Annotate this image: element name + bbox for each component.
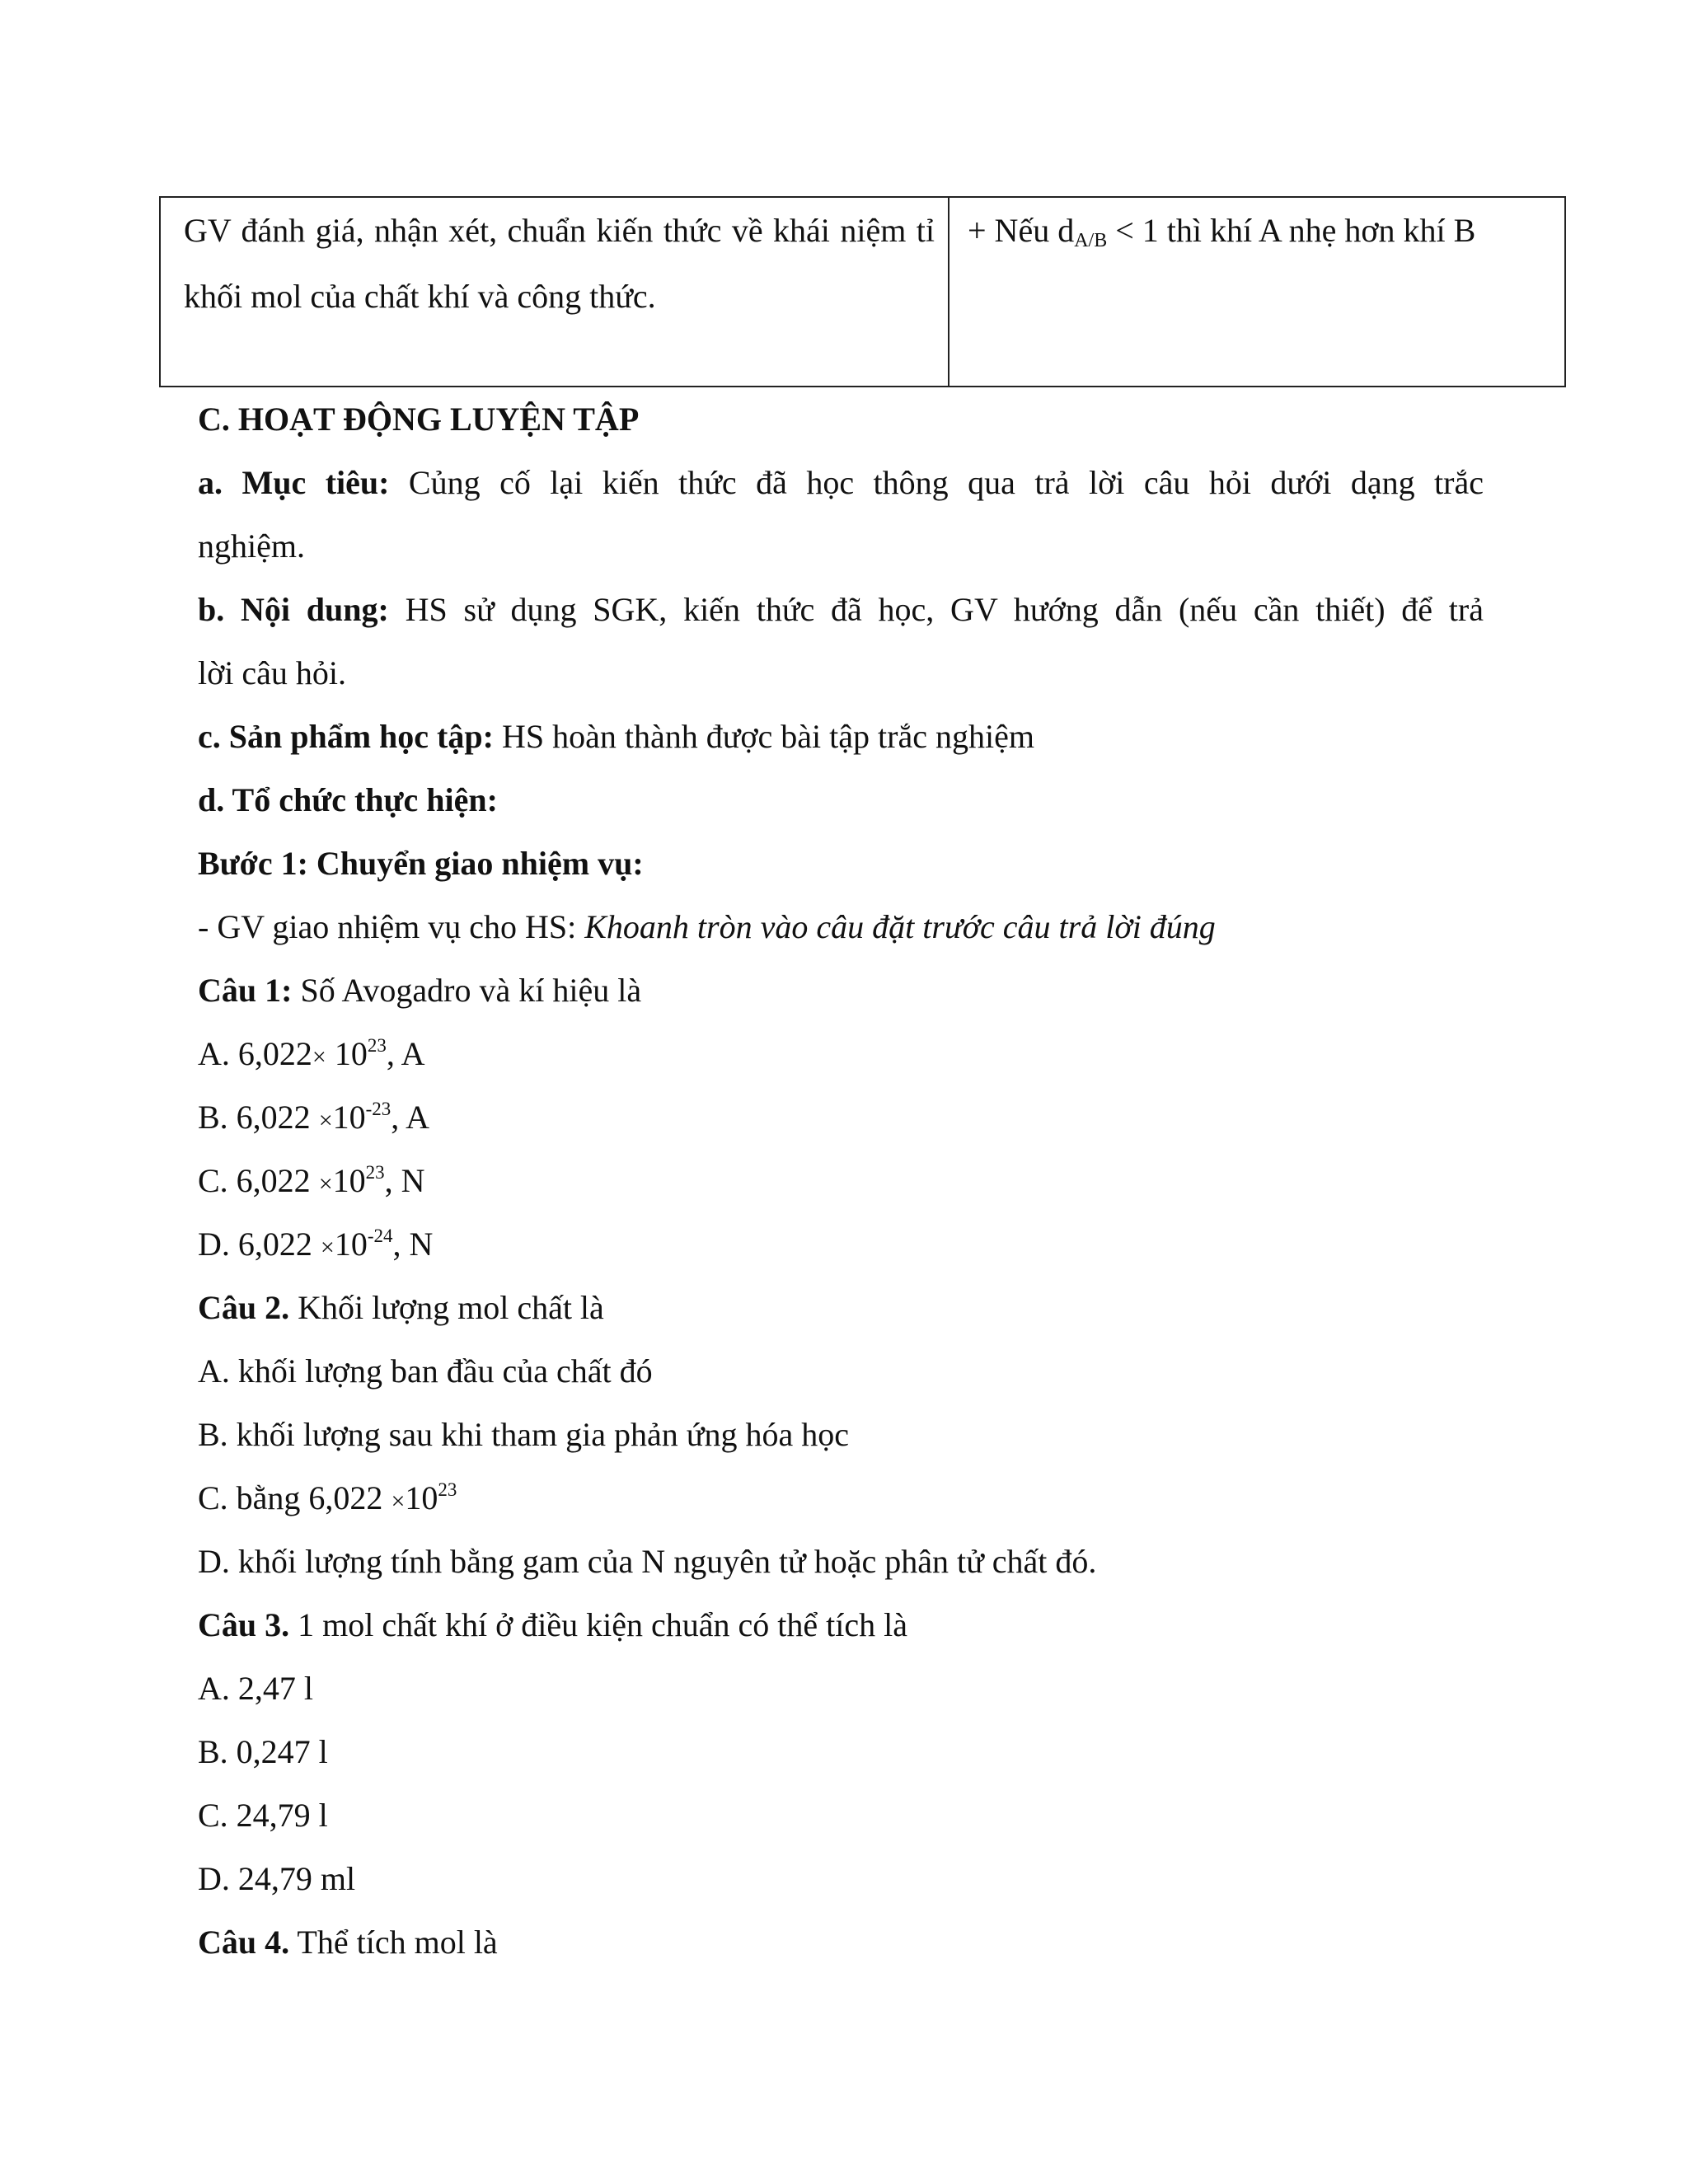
option-suffix: , A: [391, 1099, 429, 1136]
question-1-text: Số Avogadro và kí hiệu là: [292, 972, 642, 1009]
question-3: [198, 1593, 1484, 1657]
question-2-label: Câu 2.: [198, 1289, 290, 1326]
option-exponent: -24: [367, 1226, 393, 1246]
question-3-option-b: B. 0,247 l: [198, 1733, 328, 1770]
task-line: [198, 895, 1484, 958]
option-text: C. bằng 6,022: [198, 1479, 392, 1516]
option-base: 10: [332, 1162, 366, 1199]
practice-section: [198, 387, 1484, 1974]
option-base: 10: [326, 1035, 368, 1072]
table-cell-left: GV đánh giá, nhận xét, chuẩn kiến thức về khái niệm tỉ khối mol của chất khí và công thức.: [161, 198, 950, 386]
option-text: B. 6,022: [198, 1099, 319, 1136]
times-symbol: ×: [320, 1234, 335, 1261]
times-symbol: ×: [391, 1488, 406, 1515]
content-line-1: [198, 578, 1484, 641]
objective-line-2: nghiệm.: [198, 527, 305, 565]
option-text: D. 6,022: [198, 1226, 321, 1263]
option-exponent: 23: [365, 1162, 385, 1183]
question-3-option-d: D. 24,79 ml: [198, 1860, 356, 1897]
content-text: HS sử dụng SGK, kiến thức đã học, GV hướng dẫn (nếu cần thiết) để trả: [388, 591, 1484, 628]
table-cell-right: [950, 198, 1564, 386]
product-text: HS hoàn thành được bài tập trắc nghiệm: [493, 718, 1034, 755]
times-symbol: ×: [318, 1107, 333, 1134]
objective-label: a. Mục tiêu:: [198, 464, 390, 501]
option-base: 10: [334, 1226, 368, 1263]
objective-line-1: [198, 451, 1484, 514]
option-exponent: -23: [365, 1099, 392, 1119]
question-4: [198, 1910, 1484, 1974]
question-2-option-a: A. khối lượng ban đầu của chất đó: [198, 1352, 653, 1390]
question-1-label: Câu 1:: [198, 972, 293, 1009]
option-base: 10: [332, 1099, 366, 1136]
question-3-label: Câu 3.: [198, 1606, 290, 1643]
question-3-option-a: A. 2,47 l: [198, 1670, 313, 1707]
question-1-option-a: [198, 1022, 1484, 1085]
right-cell-suffix: < 1 thì khí A nhẹ hơn khí B: [1107, 212, 1476, 249]
question-2-option-c: [198, 1466, 1484, 1530]
question-4-text: Thể tích mol là: [289, 1924, 498, 1961]
option-suffix: , N: [384, 1162, 425, 1199]
question-1: [198, 958, 1484, 1022]
step1-heading: Bước 1: Chuyển giao nhiệm vụ:: [198, 845, 644, 882]
summary-table: [159, 196, 1566, 387]
option-text: C. 6,022: [198, 1162, 319, 1199]
section-title: C. HOẠT ĐỘNG LUYỆN TẬP: [198, 401, 640, 438]
times-symbol: ×: [312, 1043, 326, 1071]
times-symbol: ×: [318, 1170, 333, 1197]
task-prefix: - GV giao nhiệm vụ cho HS:: [198, 908, 585, 945]
question-1-option-d: [198, 1212, 1484, 1276]
product-label: c. Sản phẩm học tập:: [198, 718, 494, 755]
option-base: 10: [405, 1479, 438, 1516]
product-line: [198, 705, 1484, 768]
question-2-text: Khối lượng mol chất là: [289, 1289, 604, 1326]
question-2-option-b: B. khối lượng sau khi tham gia phản ứng hóa học: [198, 1416, 849, 1453]
question-1-option-b: [198, 1085, 1484, 1149]
question-1-option-c: [198, 1149, 1484, 1212]
question-2-option-d: D. khối lượng tính bằng gam của N nguyên tử hoặc phân tử chất đó.: [198, 1543, 1097, 1580]
option-suffix: , N: [392, 1226, 434, 1263]
question-4-label: Câu 4.: [198, 1924, 290, 1961]
option-text: A. 6,022: [198, 1035, 312, 1072]
question-3-text: 1 mol chất khí ở điều kiện chuẩn có thể tích là: [289, 1606, 907, 1643]
task-instruction: Khoanh tròn vào câu đặt trước câu trả lời đúng: [584, 908, 1216, 945]
right-cell-prefix: + Nếu d: [968, 212, 1075, 249]
organization-heading: d. Tổ chức thực hiện:: [198, 781, 498, 818]
question-3-option-c: C. 24,79 l: [198, 1797, 328, 1834]
content-label: b. Nội dung:: [198, 591, 389, 628]
content-line-2: lời câu hỏi.: [198, 654, 346, 691]
question-2: [198, 1276, 1484, 1339]
right-cell-subscript: A/B: [1074, 230, 1108, 251]
option-exponent: 23: [367, 1035, 387, 1056]
option-suffix: , A: [386, 1035, 425, 1072]
option-exponent: 23: [438, 1479, 457, 1500]
objective-text: Củng cố lại kiến thức đã học thông qua trả lời câu hỏi dưới dạng trắc: [389, 464, 1484, 501]
